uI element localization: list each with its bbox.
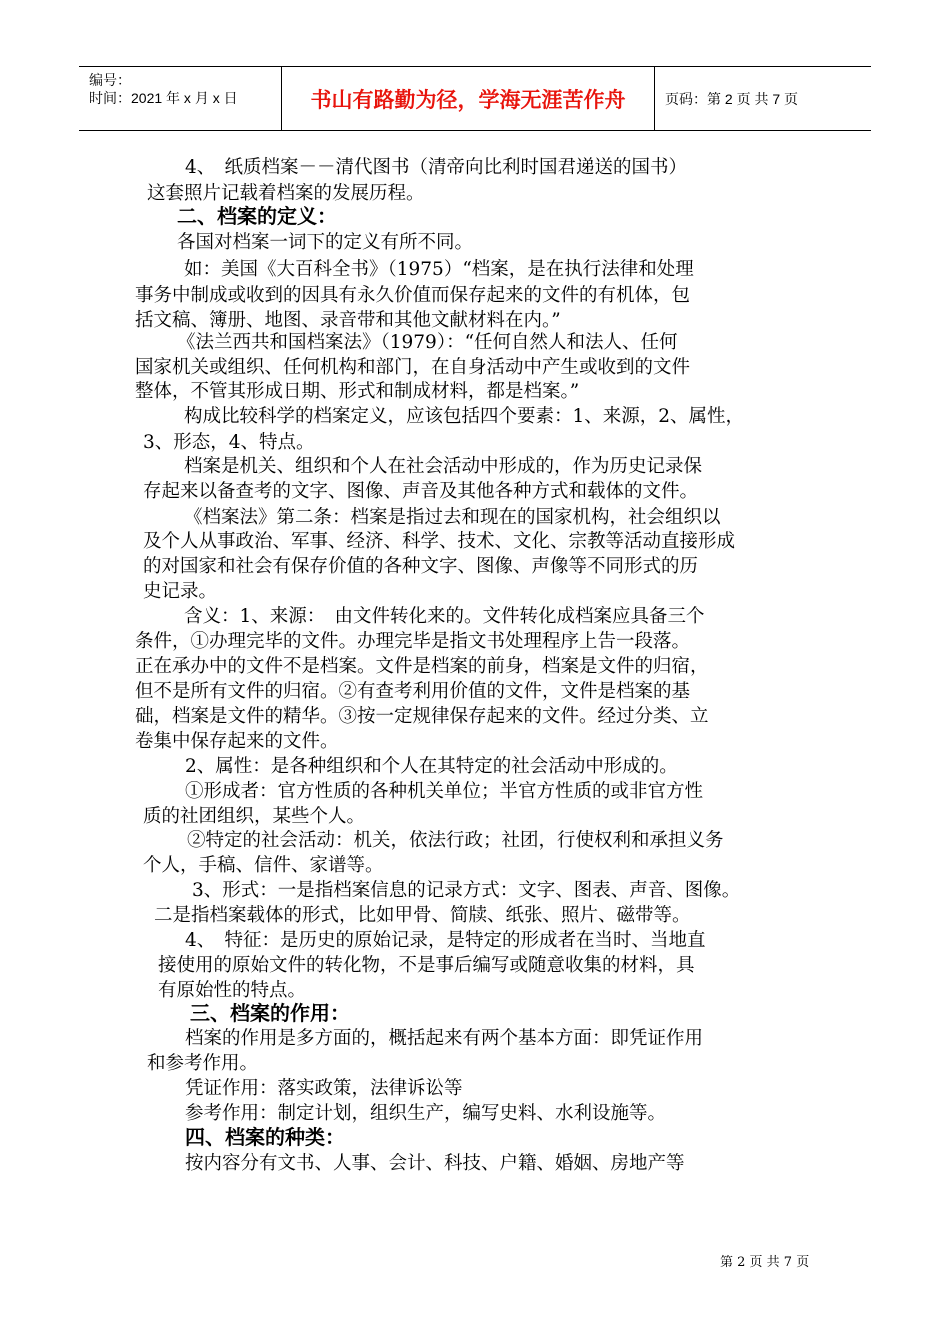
page-footer: 第 2 页 共 7 页 — [720, 1255, 810, 1270]
text-line: 如：美国《大百科全书》（1975）“档案，是在执行法律和处理 — [184, 259, 694, 280]
text-line: 凭证作用：落实政策，法律诉讼等 — [185, 1078, 463, 1099]
time-label: 时间：2021 年 x 月 x 日 — [89, 90, 238, 106]
text-line: 按内容分有文书、人事、会计、科技、户籍、婚姻、房地产等 — [185, 1153, 685, 1174]
text-line: 存起来以备查考的文字、图像、声音及其他各种方式和载体的文件。 — [143, 481, 699, 502]
text-line: 3、形态，4、特点。 — [143, 432, 315, 453]
text-line: 构成比较科学的档案定义，应该包括四个要素：1、来源，2、属性， — [184, 406, 745, 427]
motto: 书山有路勤为径，学海无涯苦作舟 — [282, 67, 655, 130]
text-line: 4、 特征：是历史的原始记录，是特定的形成者在当时、当地直 — [185, 930, 706, 951]
text-line: 4、 纸质档案－－清代图书（清帝向比利时国君递送的国书） — [185, 157, 688, 178]
text-line: 事务中制成或收到的因具有永久价值而保存起来的文件的有机体，包 — [135, 285, 691, 306]
section-heading: 三、档案的作用： — [190, 1003, 350, 1025]
text-line: 这套照片记载着档案的发展历程。 — [147, 183, 425, 204]
text-line: 但不是所有文件的归宿。②有查考利用价值的文件，文件是档案的基 — [135, 681, 691, 702]
text-line: ②特定的社会活动：机关，依法行政；社团，行使权利和承担义务 — [187, 830, 724, 851]
number-label: 编号： — [89, 72, 131, 88]
text-line: 个人，手稿、信件、家谱等。 — [143, 855, 384, 876]
text-line: 和参考作用。 — [147, 1053, 259, 1074]
text-line: 3、形式：一是指档案信息的记录方式：文字、图表、声音、图像。 — [192, 880, 741, 901]
text-line: 括文稿、簿册、地图、录音带和其他文献材料在内。” — [135, 310, 561, 331]
text-line: 正在承办中的文件不是档案。文件是档案的前身，档案是文件的归宿， — [135, 656, 709, 677]
text-line: 整体，不管其形成日期、形式和制成材料，都是档案。” — [135, 381, 580, 402]
text-line: 含义：1、来源： 由文件转化来的。文件转化成档案应具备三个 — [184, 606, 705, 627]
text-line: 档案是机关、组织和个人在社会活动中形成的，作为历史记录保 — [184, 456, 703, 477]
text-line: 有原始性的特点。 — [158, 980, 307, 1001]
text-line: 《档案法》第二条：档案是指过去和现在的国家机构，社会组织以 — [184, 507, 721, 528]
page-header — [79, 66, 871, 131]
text-line: 国家机关或组织、任何机构和部门，在自身活动中产生或收到的文件 — [135, 357, 691, 378]
text-line: 史记录。 — [143, 581, 218, 602]
text-line: 《法兰西共和国档案法》（1979）：“任何自然人和法人、任何 — [177, 332, 678, 353]
section-heading: 四、档案的种类： — [185, 1127, 345, 1149]
header-left-cell — [79, 67, 282, 130]
text-line: 及个人从事政治、军事、经济、科学、技术、文化、宗教等活动直接形成 — [143, 531, 736, 552]
text-line: 接使用的原始文件的转化物，不是事后编写或随意收集的材料，具 — [158, 955, 695, 976]
text-line: 条件，①办理完毕的文件。办理完毕是指文书处理程序上告一段落。 — [135, 631, 691, 652]
text-line: 础，档案是文件的精华。③按一定规律保存起来的文件。经过分类、立 — [135, 706, 709, 727]
text-line: ①形成者：官方性质的各种机关单位；半官方性质的或非官方性 — [185, 781, 704, 802]
text-line: 2、属性：是各种组织和个人在其特定的社会活动中形成的。 — [185, 756, 678, 777]
text-line: 的对国家和社会有保存价值的各种文字、图像、声像等不同形式的历 — [143, 556, 699, 577]
text-line: 各国对档案一词下的定义有所不同。 — [177, 232, 474, 253]
text-line: 参考作用：制定计划，组织生产，编写史料、水利设施等。 — [185, 1103, 667, 1124]
text-line: 二是指档案载体的形式，比如甲骨、简牍、纸张、照片、磁带等。 — [154, 905, 691, 926]
text-line: 质的社团组织，某些个人。 — [143, 806, 366, 827]
text-line: 档案的作用是多方面的，概括起来有两个基本方面：即凭证作用 — [185, 1028, 704, 1049]
page-info: 页码：第 2 页 共 7 页 — [665, 90, 799, 107]
text-line: 卷集中保存起来的文件。 — [135, 731, 339, 752]
section-heading: 二、档案的定义： — [177, 206, 337, 228]
